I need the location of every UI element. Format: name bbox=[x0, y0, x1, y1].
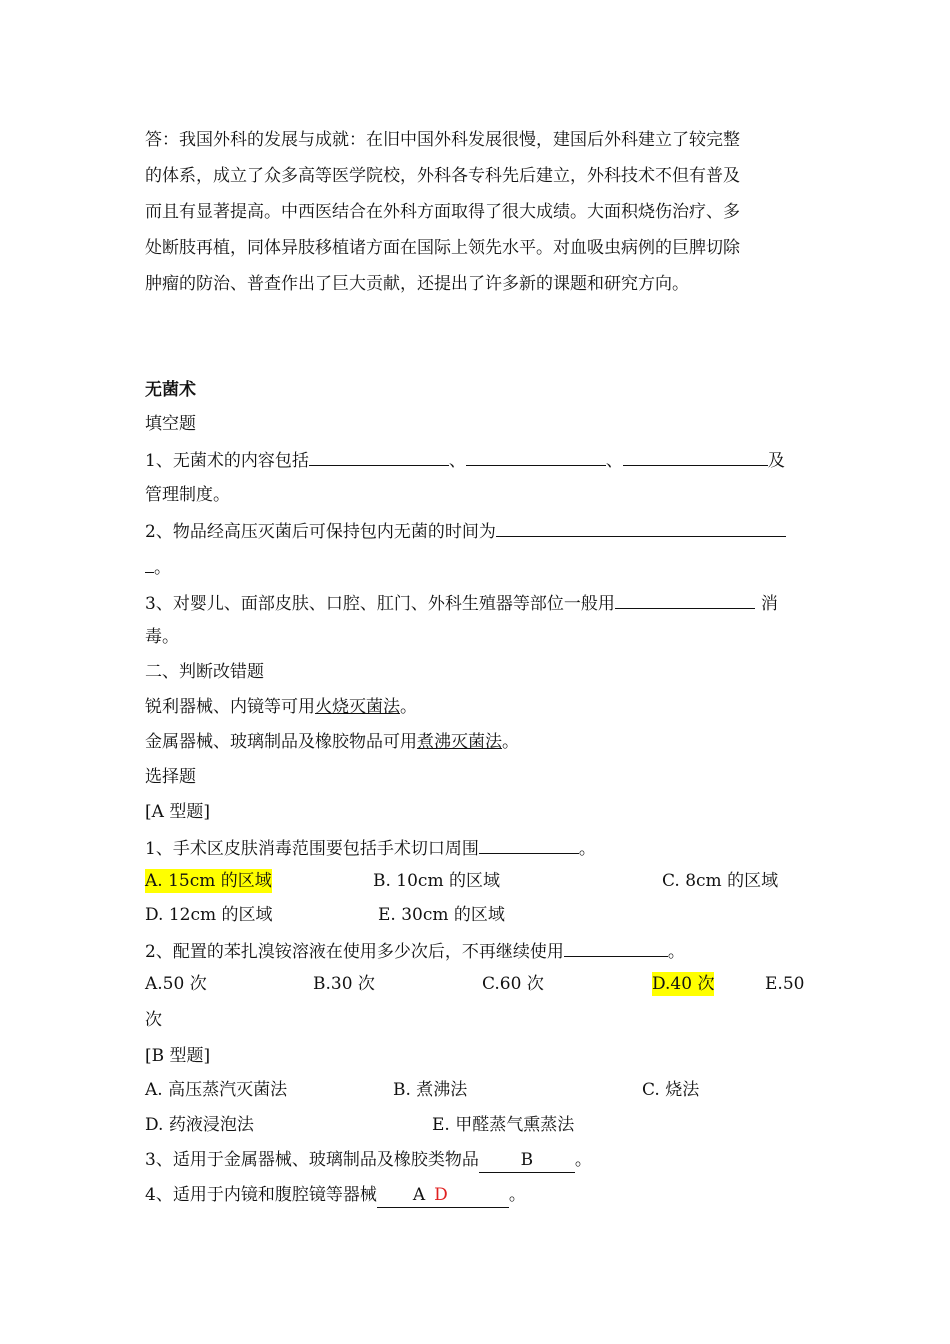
section-title: 无菌术 bbox=[145, 380, 196, 400]
a1-option-d: D. 12cm 的区域 bbox=[145, 905, 273, 925]
judge-1 bbox=[145, 695, 417, 719]
a1-option-a: A. 15cm 的区域 bbox=[145, 871, 272, 891]
b4-end: 。 bbox=[508, 1185, 526, 1205]
j2-underlined: 煮沸灭菌法 bbox=[417, 732, 502, 752]
fill-heading: 填空题 bbox=[145, 414, 196, 434]
a2-option-d: D.40 次 bbox=[652, 974, 715, 994]
b-question-4 bbox=[145, 1183, 526, 1208]
intro-line-1: 答：我国外科的发展与成就：在旧中国外科发展很慢，建国后外科建立了较完整 bbox=[145, 130, 740, 150]
b4-answer-d: D bbox=[434, 1185, 448, 1205]
a1-text: 1、手术区皮肤消毒范围要包括手术切口周围 bbox=[145, 839, 479, 859]
q3-text: 3、对婴儿、面部皮肤、口腔、肛门、外科生殖器等部位一般用 bbox=[145, 594, 615, 614]
q1-sep-2: 、 bbox=[605, 451, 623, 471]
q2-cont: 。 bbox=[154, 558, 171, 578]
j1-pre: 锐利器械、内镜等可用 bbox=[145, 697, 315, 717]
question-1 bbox=[145, 447, 785, 473]
judge-2 bbox=[145, 730, 519, 754]
q1-text: 1、无菌术的内容包括 bbox=[145, 451, 309, 471]
intro-line-4: 处断肢再植，同体异肢移植诸方面在国际上领先水平。对血吸虫病例的巨脾切除 bbox=[145, 238, 740, 258]
a-question-1 bbox=[145, 835, 596, 861]
choice-heading: 选择题 bbox=[145, 767, 196, 787]
a1-option-b: B. 10cm 的区域 bbox=[373, 871, 500, 891]
a2-option-e: E.50 bbox=[765, 974, 805, 994]
intro-line-3: 而且有显著提高。中西医结合在外科方面取得了很大成绩。大面积烧伤治疗、多 bbox=[145, 202, 740, 222]
a-type-label: [A 型题] bbox=[145, 802, 210, 822]
q1-blank-2 bbox=[466, 447, 606, 466]
a2-option-a: A.50 次 bbox=[145, 974, 207, 994]
b-option-b: B. 煮沸法 bbox=[393, 1080, 468, 1100]
b-option-d: D. 药液浸泡法 bbox=[145, 1115, 254, 1135]
q2-text: 2、物品经高压灭菌后可保持包内无菌的时间为 bbox=[145, 522, 496, 542]
j2-post: 。 bbox=[502, 732, 519, 752]
b-option-e: E. 甲醛蒸气熏蒸法 bbox=[432, 1115, 575, 1135]
b3-answer: B bbox=[479, 1148, 575, 1173]
a1-option-e: E. 30cm 的区域 bbox=[378, 905, 505, 925]
question-3-cont: 毒。 bbox=[145, 627, 179, 647]
q1-blank-1 bbox=[309, 447, 449, 466]
b-question-3 bbox=[145, 1148, 592, 1173]
a2-option-c: C.60 次 bbox=[482, 974, 544, 994]
a2-text: 2、配置的苯扎溴铵溶液在使用多少次后，不再继续使用 bbox=[145, 942, 564, 962]
b4-answer bbox=[377, 1183, 509, 1208]
question-2-cont bbox=[145, 554, 171, 580]
a2-option-b: B.30 次 bbox=[313, 974, 375, 994]
question-3 bbox=[145, 590, 778, 616]
question-2 bbox=[145, 518, 786, 544]
b3-end: 。 bbox=[574, 1150, 592, 1170]
b4-answer-a: A bbox=[412, 1185, 426, 1205]
q3-blank bbox=[615, 590, 755, 609]
a2-blank bbox=[564, 938, 668, 957]
intro-line-2: 的体系，成立了众多高等医学院校，外科各专科先后建立，外科技术不但有普及 bbox=[145, 166, 740, 186]
b-option-c: C. 烧法 bbox=[642, 1080, 700, 1100]
a1-end: 。 bbox=[578, 839, 596, 859]
j1-post: 。 bbox=[400, 697, 417, 717]
a1-option-c: C. 8cm 的区域 bbox=[662, 871, 779, 891]
intro-line-5: 肿瘤的防治、普查作出了巨大贡献，还提出了许多新的课题和研究方向。 bbox=[145, 274, 689, 294]
q2-blank-tail bbox=[145, 554, 154, 573]
q3-end: 消 bbox=[760, 594, 778, 614]
q2-blank bbox=[496, 518, 786, 537]
judge-heading: 二、判断改错题 bbox=[145, 662, 264, 682]
b-type-label: [B 型题] bbox=[145, 1046, 211, 1066]
a-question-2 bbox=[145, 938, 685, 964]
q1-sep-1: 、 bbox=[448, 451, 466, 471]
j2-pre: 金属器械、玻璃制品及橡胶物品可用 bbox=[145, 732, 417, 752]
q1-blank-3 bbox=[623, 447, 768, 466]
b4-text: 4、适用于内镜和腹腔镜等器械 bbox=[145, 1185, 377, 1205]
j1-underlined: 火烧灭菌法 bbox=[315, 697, 400, 717]
q1-end: 及 bbox=[767, 451, 785, 471]
a1-blank bbox=[479, 835, 579, 854]
b-option-a: A. 高压蒸汽灭菌法 bbox=[145, 1080, 288, 1100]
b3-text: 3、适用于金属器械、玻璃制品及橡胶类物品 bbox=[145, 1150, 479, 1170]
a2-end: 。 bbox=[667, 942, 685, 962]
question-1-cont: 管理制度。 bbox=[145, 485, 230, 505]
a2-option-e-cont: 次 bbox=[145, 1010, 162, 1030]
